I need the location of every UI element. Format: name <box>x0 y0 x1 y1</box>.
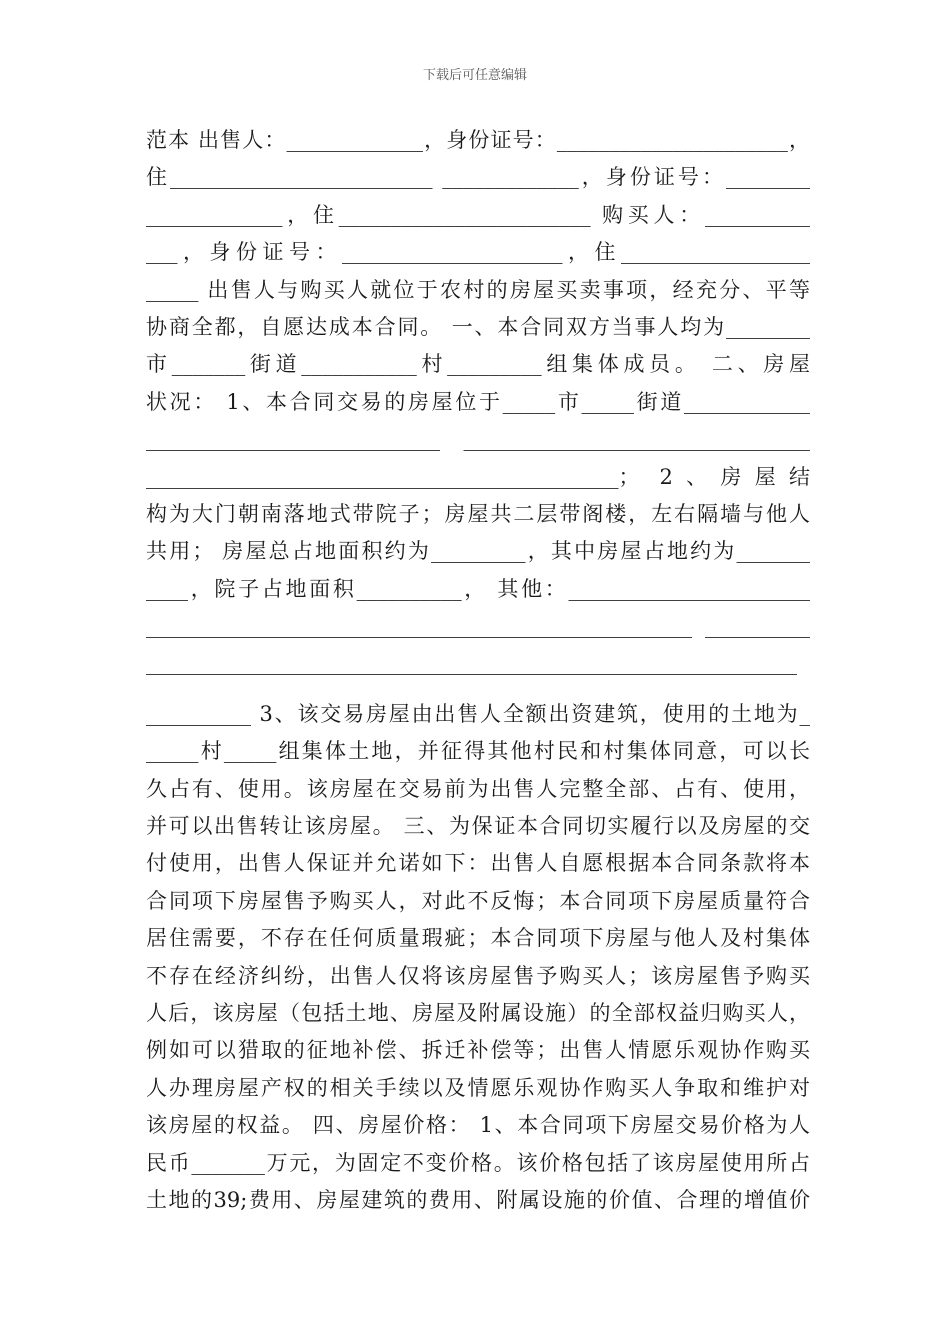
text-line: _____________，住________________________ 购买人：__________ <box>146 202 810 227</box>
text-line: ____，院子占地面积__________， 其他：_______________________ <box>146 576 810 601</box>
text-line: 共用； 房屋总占地面积约为_________，其中房屋占地约为_______ <box>146 539 810 564</box>
text-line: 例如可以猎取的征地补偿、拆迁补偿等；出售人情愿乐观协作购买 <box>146 1038 810 1063</box>
text-line: _____村_____组集体土地，并征得其他村民和村集体同意，可以长 <box>146 739 810 764</box>
contract-body <box>146 122 810 1219</box>
text-line: 构为大门朝南落地式带院子；房屋共二层带阁楼，左右隔墙与他人 <box>146 501 810 526</box>
page-header-note: 下载后可任意编辑 <box>422 68 527 83</box>
text-line: 该房屋的权益。 四、房屋价格： 1、本合同项下房屋交易价格为人 <box>146 1113 810 1138</box>
text-line: ____________________________ _________________________________ <box>146 427 810 452</box>
text-line: 协商全都，自愿达成本合同。 一、本合同双方当事人均为________ <box>146 314 810 339</box>
text-line: 人办理房屋产权的相关手续以及情愿乐观协作购买人争取和维护对 <box>146 1075 810 1100</box>
text-line: _____________________________________________； 2、房屋结 <box>146 464 810 489</box>
text-line: 人后，该房屋（包括土地、房屋及附属设施）的全部权益归购买人， <box>146 1000 810 1025</box>
text-line: 不存在经济纠纷，出售人仅将该房屋售予购买人；该房屋售予购买 <box>146 963 810 988</box>
text-line: 状况： 1、本合同交易的房屋位于_____市_____街道____________ <box>146 389 810 414</box>
text-line: _____ 出售人与购买人就位于农村的房屋买卖事项，经充分、平等 <box>146 277 810 302</box>
text-line: 久占有、使用。该房屋在交易前为出售人完整全部、占有、使用， <box>146 776 810 801</box>
text-line: ______________________________________________________________ <box>146 651 797 676</box>
text-line: 范本 出售人：_____________，身份证号：______________________， <box>146 128 810 152</box>
text-line: 并可以出售转让该房屋。 三、为保证本合同切实履行以及房屋的交 <box>146 814 810 839</box>
text-line: 市_______街道___________村_________组集体成员。 二、房屋 <box>146 352 810 377</box>
text-line: 合同项下房屋售予购买人，对此不反悔；本合同项下房屋质量符合 <box>146 888 810 913</box>
text-line: 土地的39;费用、房屋建筑的费用、附属设施的价值、合理的增值价 <box>146 1187 810 1212</box>
text-line: 付使用，出售人保证并允诺如下：出售人自愿根据本合同条款将本 <box>146 851 810 876</box>
text-line: 居住需要，不存在任何质量瑕疵；本合同项下房屋与他人及村集体 <box>146 926 810 951</box>
text-line: 住_________________________ _____________，身份证号：________ <box>146 165 810 190</box>
text-line: __________ 3、该交易房屋由出售人全额出资建筑，使用的土地为_ <box>146 701 810 726</box>
text-line: 民币_______万元，为固定不变价格。该价格包括了该房屋使用所占 <box>146 1150 810 1175</box>
text-line: ___，身份证号：_____________________，住__________________ <box>146 240 810 265</box>
text-line: ____________________________________________________ __________ <box>146 614 810 639</box>
